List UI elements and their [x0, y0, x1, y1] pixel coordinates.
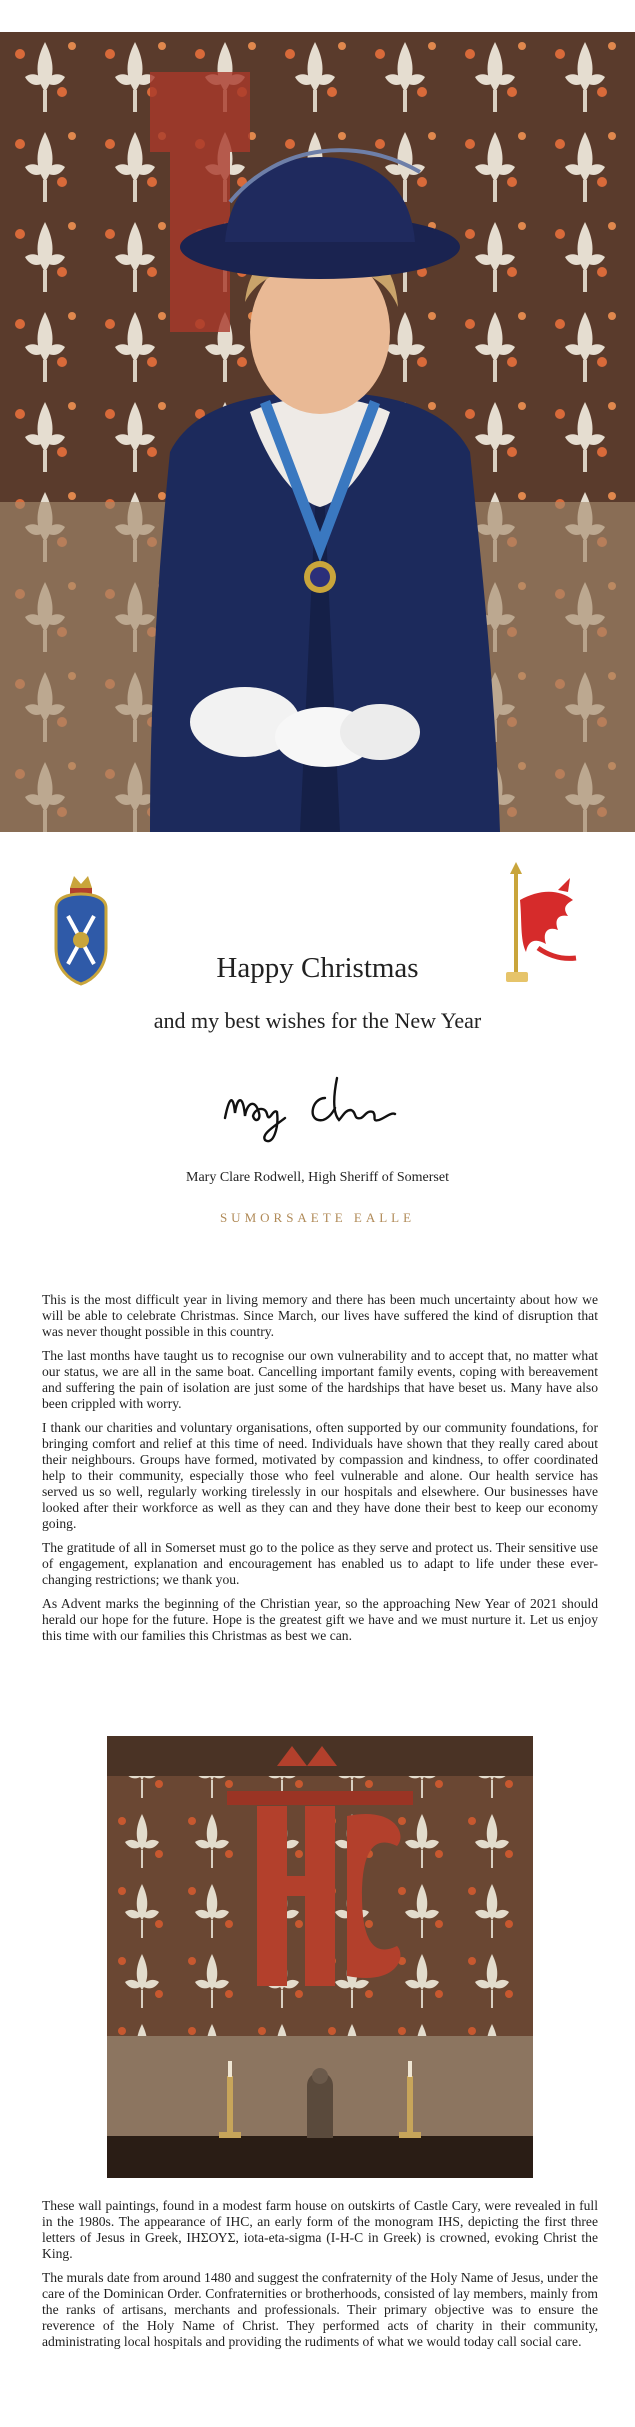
handwritten-signature	[215, 1068, 415, 1148]
greeting-heading: Happy Christmas	[216, 952, 419, 984]
caption-paragraph: The murals date from around 1480 and suggest the confraternity of the Holy Name of Jesus, under the care of the Dominican Order. Confraternities or brotherhoods, consisted of lay members, mainly from the ranks of artisans, merchants and professionals. Their primary objective was to ensure the reverence of the Holy Name of Christ. They performed acts of charity in their community, administrating local hospitals and providing the rudiments of what we would today call social care.	[42, 2270, 598, 2349]
new-year-subheading: and my best wishes for the New Year	[153, 1008, 482, 1033]
message-paragraph: This is the most difficult year in living memory and there has been much uncertainty about how we will be able to celebrate Christmas. Since March, our lives have suffered the kind of disruption that was never thought possible in this country.	[42, 1292, 598, 1339]
message-paragraph: As Advent marks the beginning of the Christian year, so the approaching New Year of 2021 should herald our hope for the future. Hope is the greatest gift we have and we must nurture it. Let us enjoy this time with our families this Christmas as best we can.	[42, 1596, 598, 1643]
message-paragraph: I thank our charities and voluntary organisations, often supported by our community foundations, for bringing comfort and relief at this time of need. Individuals have shown that they really cared about their neighbours. Groups have formed, motivated by compassion and kindness, to offer coordinated help to their community, especially those who feel vulnerable and alone. Our health service has served us so well, regularly working tirelessly in our hospitals and elsewhere. Our businesses have looked after their workforce as well as they can and they have done their best to keep our economy going.	[42, 1420, 598, 1531]
christmas-message-body	[42, 1292, 598, 1652]
hero-portrait-photo	[0, 32, 635, 832]
message-paragraph: The last months have taught us to recognise our own vulnerability and to accept that, no matter what our status, we are all in the same boat. Cancelling important family events, coping with bereavement and suffering the pain of isolation are just some of the hardships that have beset us. Many have also been crippled with worry.	[42, 1348, 598, 1411]
signer-name-title: Mary Clare Rodwell, High Sheriff of Somerset	[186, 1170, 449, 1185]
county-motto: SUMORSAETE EALLE	[219, 1210, 416, 1225]
wall-painting-photo	[107, 1736, 533, 2178]
mural-caption	[42, 2198, 598, 2358]
message-paragraph: The gratitude of all in Somerset must go to the police as they serve and protect us. Their sensitive use of engagement, explanation and encouragement has enabled us to adapt to life under these ever-changing restrictions; we thank you.	[42, 1540, 598, 1587]
caption-paragraph: These wall paintings, found in a modest farm house on outskirts of Castle Cary, were revealed in full in the 1980s. The appearance of IHC, an early form of the monogram IHS, depicting the first three letters of Jesus in Greek, ΙΗΣΟΥΣ, iota-eta-sigma (I-H-C in Greek) is crowned, evoking Christ the King.	[42, 2198, 598, 2261]
